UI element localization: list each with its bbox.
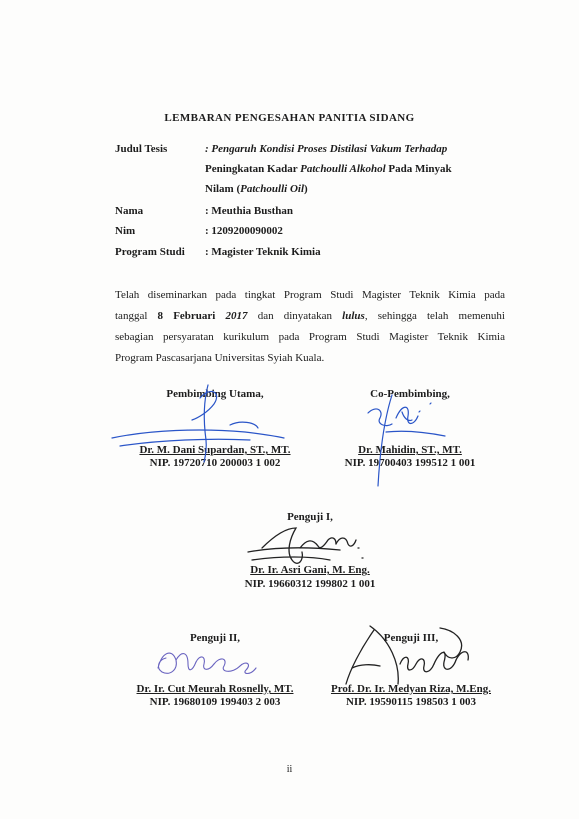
paragraph-line-4: Program Pascasarjana Universitas Syiah Kuala. (115, 352, 325, 364)
thesis-label: Judul Tesis (115, 143, 168, 155)
thesis-info (115, 143, 515, 263)
thesis-line3-text: Nilam ( (205, 183, 241, 195)
page-title: LEMBARAN PENGESAHAN PANITIA SIDANG (164, 112, 415, 124)
supervisor-nip: NIP. 19720710 200003 1 002 (149, 457, 281, 469)
co-supervisor-nip: NIP. 19700403 199512 1 001 (344, 457, 476, 469)
examiner1-nip: NIP. 19660312 199802 1 001 (244, 578, 376, 590)
examiner3-name: Prof. Dr. Ir. Medyan Riza, M.Eng. (330, 683, 491, 695)
program-value: : Magister Teknik Kimia (205, 246, 321, 258)
examiner2-nip: NIP. 19680109 199403 2 003 (149, 696, 281, 708)
examiner2-role: Penguji II, (189, 632, 241, 644)
thesis-title-line1: : Pengaruh Kondisi Proses Distilasi Vakum Terhadap (205, 143, 448, 155)
seminar-year: 2017 (225, 310, 248, 322)
examiner3-nip: NIP. 19590115 198503 1 003 (345, 696, 477, 708)
thesis-line3-end: ) (304, 183, 308, 195)
nim-label: Nim (115, 225, 136, 237)
co-supervisor-role: Co-Pembimbing, (370, 388, 450, 400)
examiner1-name: Dr. Ir. Asri Gani, M. Eng. (250, 564, 370, 576)
signature-block-supervisor (100, 388, 330, 468)
name-value: : Meuthia Busthan (205, 205, 294, 217)
declared-text: dan dinyatakan (247, 310, 343, 322)
thesis-title-line3 (205, 183, 308, 195)
thesis-line3-italic: Patchoulli Oil (240, 183, 305, 195)
signature-block-co-supervisor (315, 388, 505, 468)
date-prefix: tanggal (115, 310, 158, 322)
examiner1-role: Penguji I, (287, 511, 333, 523)
thesis-line2-italic: Patchoulli Alkohol (300, 163, 386, 175)
paragraph-line-3: sebagian persyaratan kurikulum pada Program Studi Magister Teknik Kimia (115, 331, 505, 343)
thesis-line2-text: Peningkatan Kadar (205, 163, 301, 175)
examiner2-name: Dr. Ir. Cut Meurah Rosnelly, MT. (136, 683, 294, 695)
paragraph-line-1: Telah diseminarkan pada tingkat Program Studi Magister Teknik Kimia pada (115, 289, 505, 301)
nim-value: : 1209200090002 (205, 225, 283, 237)
seminar-date: 8 Februari (157, 310, 226, 322)
thesis-title-line2 (205, 163, 452, 175)
signature-block-examiner-3 (296, 632, 526, 712)
signature-block-examiner-1 (200, 511, 420, 591)
co-supervisor-name: Dr. Mahidin, ST., MT. (358, 444, 462, 456)
fulfilled-text: , sehingga telah memenuhi (364, 310, 505, 322)
approval-paragraph (115, 285, 505, 375)
result-lulus: lulus (342, 310, 365, 322)
paragraph-line-2 (115, 306, 505, 327)
name-label: Nama (115, 205, 144, 217)
program-label: Program Studi (115, 246, 185, 258)
supervisor-role: Pembimbing Utama, (166, 388, 264, 400)
examiner3-role: Penguji III, (383, 632, 439, 644)
supervisor-name: Dr. M. Dani Supardan, ST., MT. (139, 444, 291, 456)
page-number: ii (286, 764, 293, 775)
thesis-line2-end: Pada Minyak (385, 163, 452, 175)
